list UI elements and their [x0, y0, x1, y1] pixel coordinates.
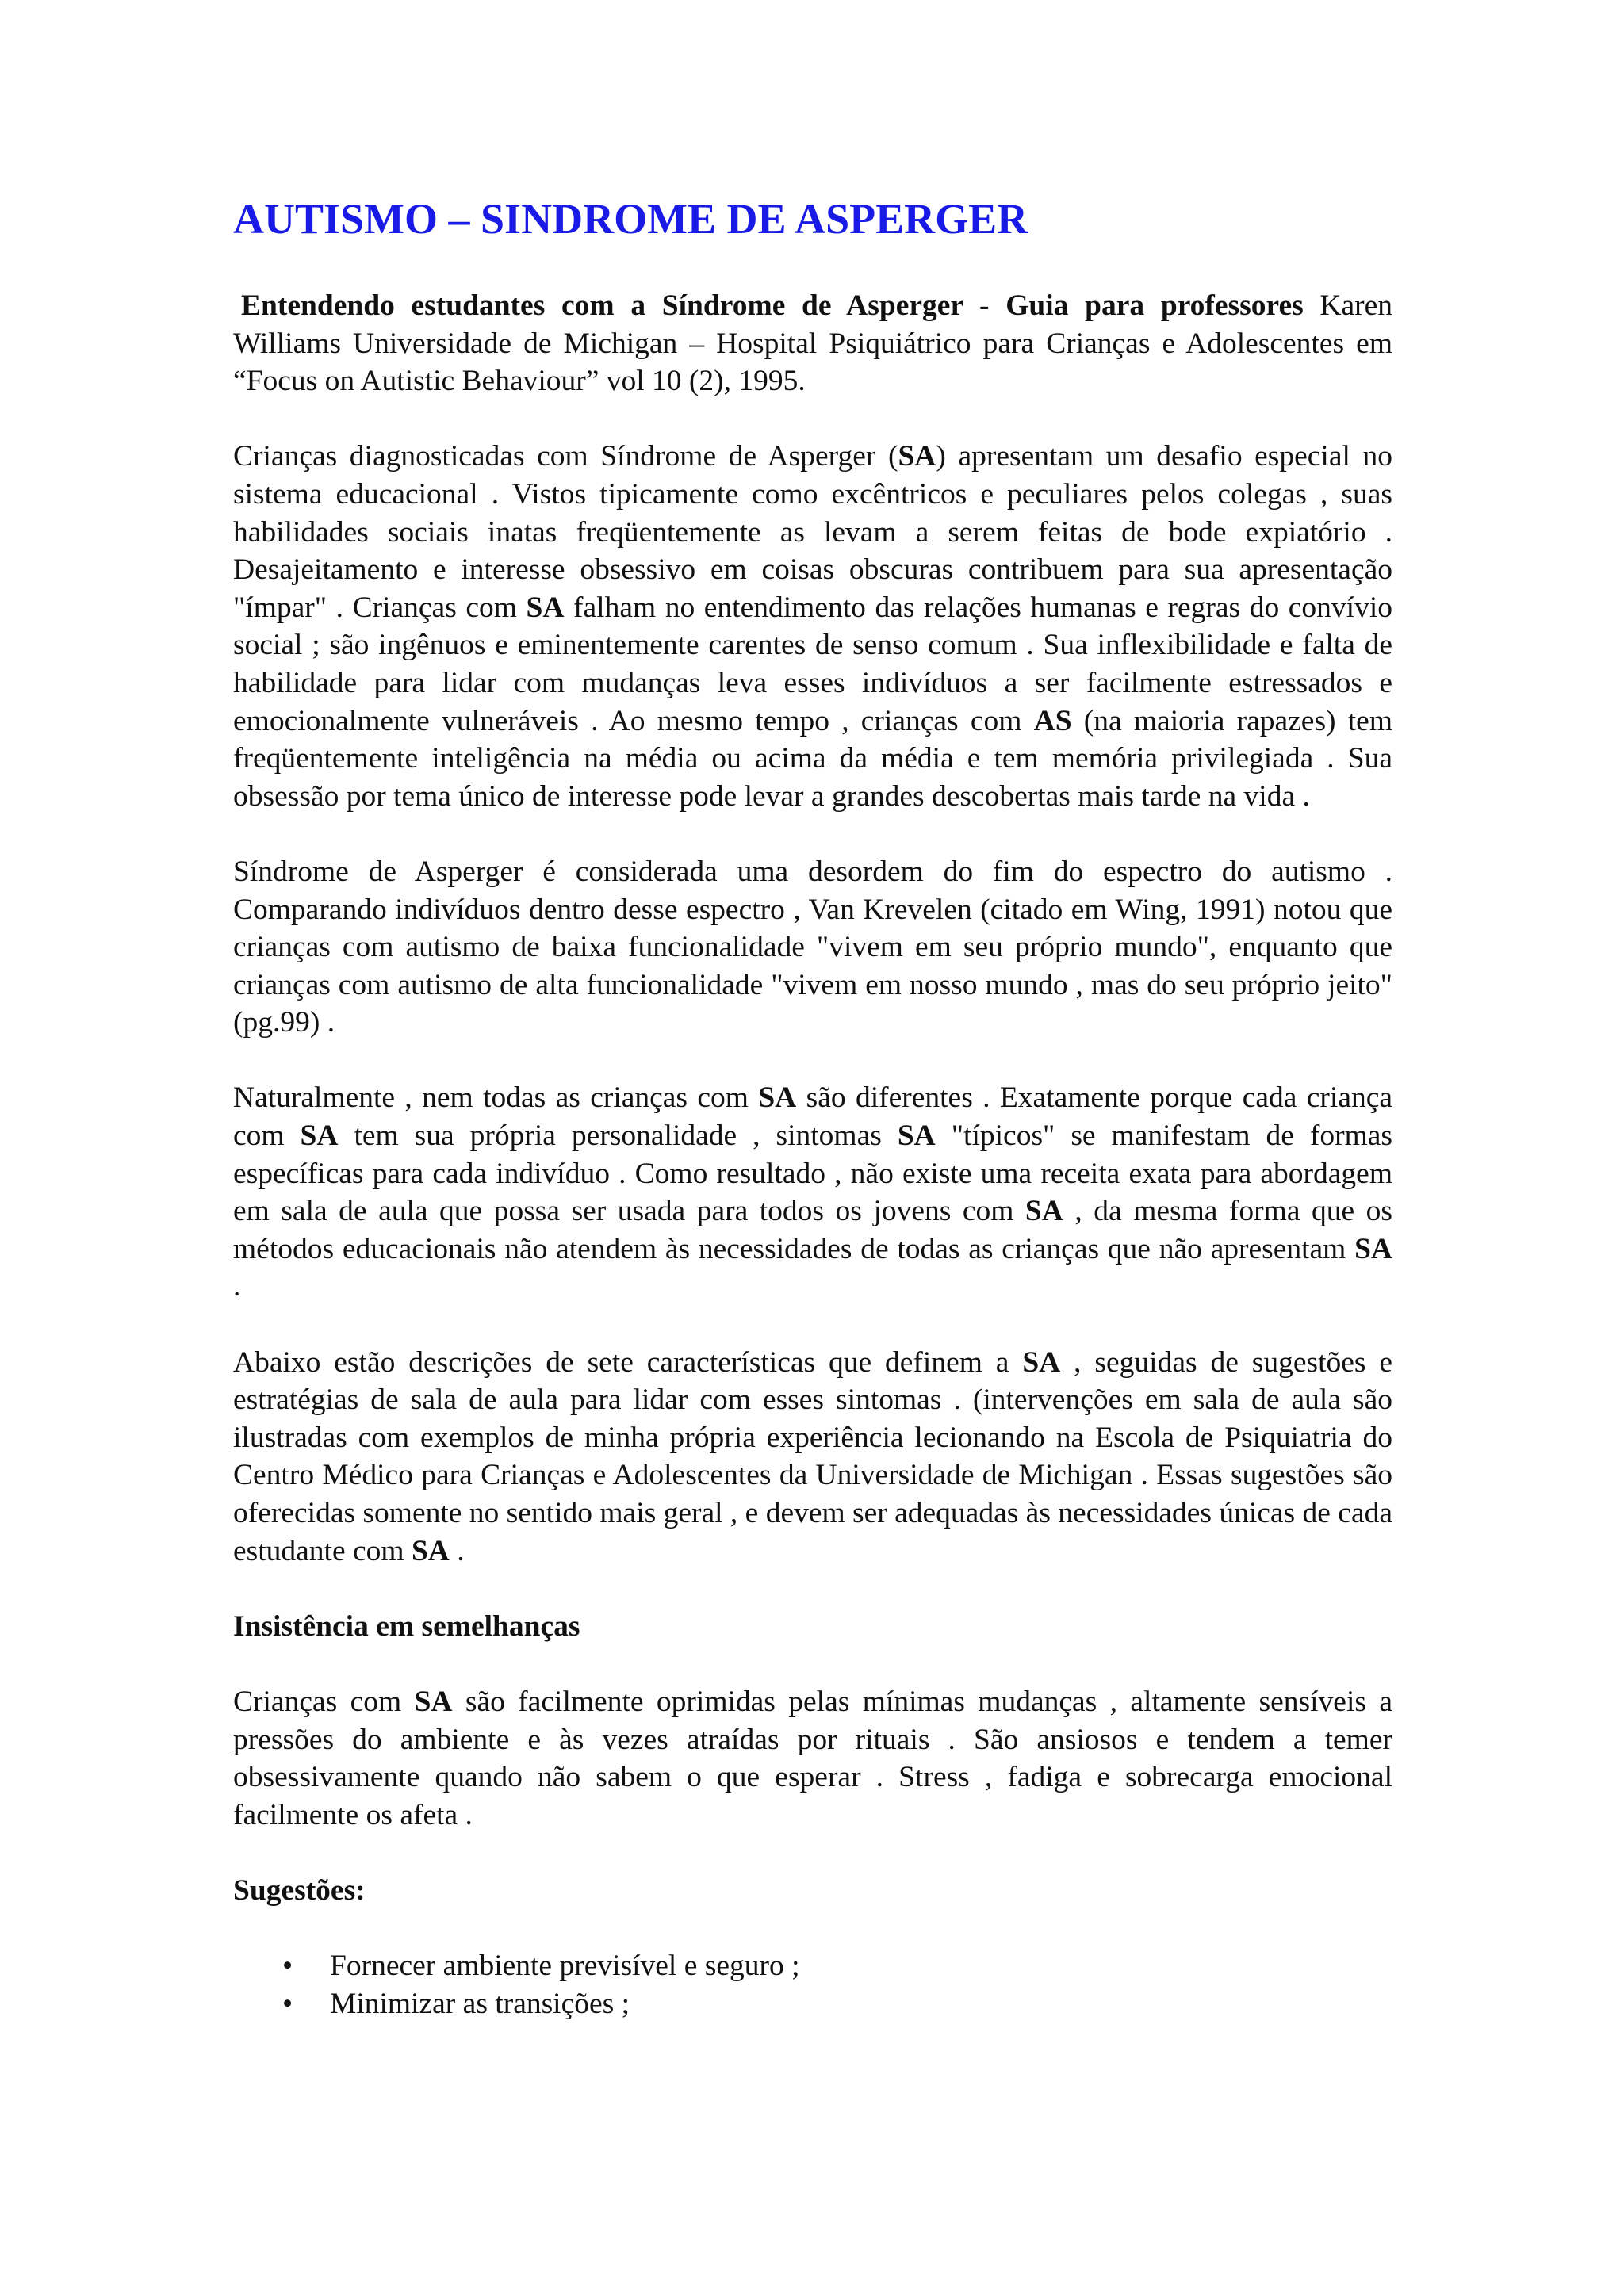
- p1-text: (na maioria rapazes) tem freqüentemente inteligência na média ou acima da média e tem memória privilegiada . Sua obsessão por tema único de interesse pode levar a grandes descobertas mais tarde na vida .: [233, 704, 1392, 813]
- p4-abbrev: SA: [411, 1534, 450, 1567]
- p5-text: Crianças com: [233, 1685, 415, 1718]
- p3-text: Naturalmente , nem todas as crianças com: [233, 1081, 759, 1115]
- p1-abbrev: SA: [898, 440, 936, 473]
- p5-abbrev: SA: [414, 1685, 453, 1718]
- suggestions-list: [233, 1947, 1392, 2022]
- p3-abbrev: SA: [300, 1119, 339, 1153]
- p4-text: .: [449, 1534, 465, 1567]
- p3-abbrev: SA: [1354, 1232, 1392, 1265]
- paragraph-4: [233, 1344, 1392, 1571]
- source-rest: Karen Williams Universidade de Michigan – Hospital Psiquiátrico para Crianças e Adolescentes em “Focus on Autistic Behaviour” vol 10 (2), 1995.: [233, 289, 1392, 398]
- p1-text: ) apresentam um desafio especial no sistema educacional . Vistos tipicamente como excêntricos e peculiares pelos colegas , suas habilidades sociais inatas freqüentemente as levam a serem feitas de bode expiatório . Desajeitamento e interesse obsessivo em coisas obscuras contribuem para sua apresentação "ímpar" . Crianças com: [233, 440, 1392, 624]
- list-item: [233, 1947, 1392, 1985]
- section-heading: Insistência em semelhanças: [233, 1609, 580, 1643]
- p4-text: Abaixo estão descrições de sete características que definem a: [233, 1345, 1023, 1379]
- p1-text: falham no entendimento das relações humanas e regras do convívio social ; são ingênuos e eminentemente carentes de senso comum . Sua inflexibilidade e falta de habilidade para lidar com mudanças leva esses indivíduos a ser facilmente estressados e emocionalmente vulneráveis . Ao mesmo tempo , crianças com: [233, 591, 1392, 737]
- p3-text: "típicos" se manifestam de formas específicas para cada indivíduo . Como resultado , não existe uma receita exata para abordagem em sala de aula que possa ser usada para todos os jovens com: [233, 1119, 1392, 1228]
- bullet-icon: •: [282, 1987, 293, 2020]
- document-content: [233, 190, 1392, 2022]
- paragraph-1: [233, 438, 1392, 815]
- p4-text: , seguidas de sugestões e estratégias de sala de aula para lidar com esses sintomas . (intervenções em sala de aula são ilustradas com exemplos de minha própria experiência lecionando na Escola de Psiquiatria do Centro Médico para Crianças e Adolescentes da Universidade de Michigan . Essas sugestões são oferecidas somente no sentido mais geral , e devem ser adequadas às necessidades únicas de cada estudante com: [233, 1345, 1393, 1567]
- p5-text: são facilmente oprimidas pelas mínimas mudanças , altamente sensíveis a pressões do ambiente e às vezes atraídas por rituais . São ansiosos e tendem a temer obsessivamente quando não sabem o que esperar . Stress , fadiga e sobrecarga emocional facilmente os afeta .: [233, 1685, 1393, 1831]
- p3-text: , da mesma forma que os métodos educacionais não atendem às necessidades de todas as crianças que não apresentam: [233, 1195, 1392, 1265]
- p3-text: .: [233, 1270, 241, 1303]
- source-lead: Entendendo estudantes com a Síndrome de Asperger - Guia para professores: [241, 289, 1304, 322]
- p1-abbrev: SA: [526, 591, 565, 624]
- p3-abbrev: SA: [1025, 1195, 1063, 1228]
- source-citation: [233, 287, 1392, 400]
- p4-abbrev: SA: [1022, 1345, 1061, 1379]
- list-item-text: Minimizar as transições ;: [330, 1987, 630, 2020]
- p1-text: Crianças diagnosticadas com Síndrome de Asperger (: [233, 440, 898, 473]
- document-title: AUTISMO – SINDROME DE ASPERGER: [233, 195, 1028, 243]
- list-item-text: Fornecer ambiente previsível e seguro ;: [330, 1950, 800, 1983]
- p3-text: são diferentes . Exatamente porque cada criança com: [233, 1081, 1392, 1153]
- bullet-icon: •: [282, 1950, 293, 1983]
- p1-abbrev: AS: [1033, 704, 1072, 737]
- paragraph-3: [233, 1079, 1392, 1306]
- suggestions-heading: Sugestões:: [233, 1873, 366, 1907]
- p3-text: tem sua própria personalidade , sintomas: [338, 1119, 898, 1153]
- list-item: [233, 1985, 1392, 2023]
- p3-abbrev: SA: [897, 1119, 936, 1153]
- p3-abbrev: SA: [758, 1081, 797, 1115]
- paragraph-2: Síndrome de Asperger é considerada uma desordem do fim do espectro do autismo . Comparando indivíduos dentro desse espectro , Van Krevelen (citado em Wing, 1991) notou que crianças com autismo de baixa funcionalidade "vivem em seu próprio mundo", enquanto que crianças com autismo de alta funcionalidade "vivem em nosso mundo , mas do seu próprio jeito" (pg.99) .: [233, 855, 1392, 1039]
- paragraph-5: [233, 1683, 1392, 1834]
